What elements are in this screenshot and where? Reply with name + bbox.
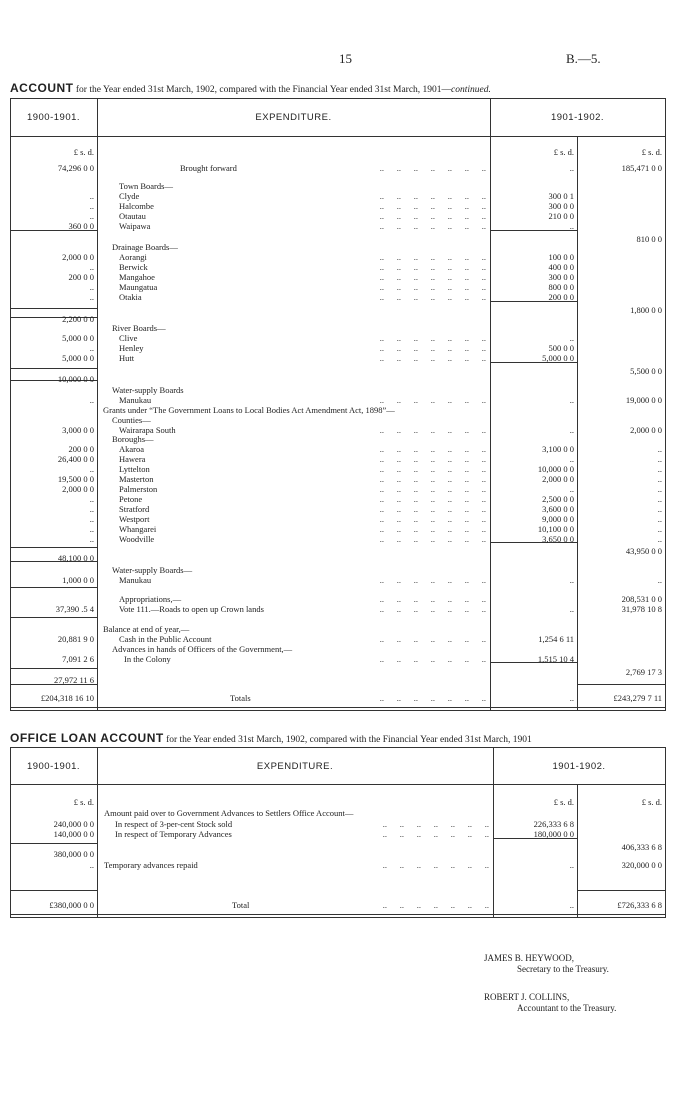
cur-amount: 2,500 0 0 — [542, 494, 574, 504]
ol-cur-total: 320,000 0 0 — [621, 860, 662, 870]
item-label: Lyttelton — [119, 464, 150, 474]
cur-amount: 3,100 0 0 — [542, 444, 574, 454]
prev-amount: 360 0 0 — [68, 221, 94, 231]
leader-dots: .. .. .. .. .. .. .. — [379, 454, 486, 464]
prev-amount: 2,000 0 0 — [62, 252, 94, 262]
cur-amount: 100 0 0 — [548, 252, 574, 262]
prev-amount: .. — [89, 191, 94, 201]
leader-dots: .. .. .. .. .. .. .. — [382, 900, 489, 910]
leader-dots: .. .. .. .. .. .. .. — [379, 444, 486, 454]
leader-dots: .. .. .. .. .. .. .. — [379, 272, 486, 282]
cur-amount: 1,254 6 11 — [538, 634, 574, 644]
leader-dots: .. .. .. .. .. .. .. — [379, 474, 486, 484]
leader-dots: .. .. .. .. .. .. .. — [379, 693, 486, 703]
leader-dots: .. .. .. .. .. .. .. — [379, 534, 486, 544]
cur-total: £243,279 7 11 — [613, 693, 662, 703]
cur-amount: .. — [569, 163, 574, 173]
cur-amount: 300 0 0 — [548, 272, 574, 282]
prev-amount: 27,972 11 6 — [53, 675, 94, 685]
ol-currency-cur-a: £ s. d. — [553, 797, 574, 807]
item-label: Vote 111.—Roads to open up Crown lands — [119, 604, 264, 614]
item-label: Halcombe — [119, 201, 154, 211]
item-label: Aorangi — [119, 252, 147, 262]
ol-currency-cur-b: £ s. d. — [641, 797, 662, 807]
leader-dots: .. .. .. .. .. .. .. — [379, 654, 486, 664]
item-label: Petone — [119, 494, 143, 504]
signature-role-2: Accountant to the Treasury. — [517, 1003, 617, 1013]
cur-amount: .. — [569, 333, 574, 343]
ol-prev-amount: 140,000 0 0 — [53, 829, 94, 839]
item-label: Berwick — [119, 262, 148, 272]
item-label: Town Boards— — [119, 181, 173, 191]
prev-amount: £204,318 16 10 — [40, 693, 94, 703]
cur-total: 2,769 17 3 — [625, 667, 662, 677]
item-label: Clyde — [119, 191, 140, 201]
cur-total: 1,800 0 0 — [630, 305, 662, 315]
cur-total: 810 0 0 — [636, 234, 662, 244]
prev-amount: 200 0 0 — [68, 272, 94, 282]
cur-amount: 3,650 0 0 — [542, 534, 574, 544]
leader-dots: .. .. .. .. .. .. .. — [379, 191, 486, 201]
signature-role-1: Secretary to the Treasury. — [517, 964, 609, 974]
cur-amount: .. — [569, 221, 574, 231]
prev-amount: 2,200 0 0 — [62, 314, 94, 324]
leader-dots: .. .. .. .. .. .. .. — [379, 634, 486, 644]
ol-prev-amount: 240,000 0 0 — [53, 819, 94, 829]
cur-total: 2,000 0 0 — [630, 425, 662, 435]
prev-amount: 3,000 0 0 — [62, 425, 94, 435]
cur-amount: 800 0 0 — [548, 282, 574, 292]
ol-cur-amount: 226,333 6 8 — [533, 819, 574, 829]
cur-total: .. — [657, 444, 662, 454]
item-label: Appropriations,— — [119, 594, 182, 604]
cur-total: .. — [657, 454, 662, 464]
prev-amount: 26,400 0 0 — [57, 454, 94, 464]
leader-dots: .. .. .. .. .. .. .. — [379, 201, 486, 211]
ol-item-label: In respect of 3-per-cent Stock sold — [115, 819, 233, 829]
cur-total: .. — [657, 464, 662, 474]
prev-amount: .. — [89, 534, 94, 544]
section-heading: Boroughs— — [112, 434, 154, 444]
ol-cur-amount: .. — [569, 860, 574, 870]
leader-dots: .. .. .. .. .. .. .. — [379, 333, 486, 343]
leader-dots: .. .. .. .. .. .. .. — [379, 395, 486, 405]
signature-name-1: JAMES B. HEYWOOD, — [484, 953, 574, 963]
cur-amount: 9,000 0 0 — [542, 514, 574, 524]
prev-amount: 7,091 2 6 — [62, 654, 94, 664]
currency-heading-prev: £ s. d. — [73, 147, 94, 157]
header-expenditure: EXPENDITURE. — [255, 112, 332, 123]
currency-heading-cur-b: £ s. d. — [641, 147, 662, 157]
item-label: Hutt — [119, 353, 135, 363]
cur-total: .. — [657, 474, 662, 484]
section-heading: Water-supply Boards— — [112, 565, 193, 575]
office-loan-title — [10, 731, 532, 745]
prev-amount: .. — [89, 282, 94, 292]
cur-amount: 300 0 1 — [548, 191, 574, 201]
prev-amount: 10,000 0 0 — [57, 374, 94, 384]
leader-dots: .. .. .. .. .. .. .. — [382, 829, 489, 839]
prev-amount: 2,000 0 0 — [62, 484, 94, 494]
item-label: Palmerston — [119, 484, 158, 494]
item-label: Masterton — [119, 474, 154, 484]
ol-prev-amount: .. — [89, 860, 94, 870]
leader-dots: .. .. .. .. .. .. .. — [379, 514, 486, 524]
leader-dots: .. .. .. .. .. .. .. — [382, 860, 489, 870]
section-heading: Water-supply Boards — [112, 385, 184, 395]
ol-prev-amount: 380,000 0 0 — [53, 849, 94, 859]
item-label: Stratford — [119, 504, 150, 514]
cur-total: 208,531 0 0 — [621, 594, 662, 604]
section-heading: Drainage Boards— — [112, 242, 178, 252]
leader-dots: .. .. .. .. .. .. .. — [379, 504, 486, 514]
leader-dots: .. .. .. .. .. .. .. — [379, 464, 486, 474]
section-heading: Counties— — [112, 415, 151, 425]
item-label: Wairarapa South — [119, 425, 176, 435]
ol-currency-prev: £ s. d. — [73, 797, 94, 807]
cur-amount: .. — [569, 693, 574, 703]
cur-amount: .. — [569, 425, 574, 435]
cur-amount: 2,000 0 0 — [542, 474, 574, 484]
cur-amount: .. — [569, 454, 574, 464]
ol-header-expenditure: EXPENDITURE. — [256, 761, 334, 772]
item-label: In the Colony — [124, 654, 171, 664]
leader-dots: .. .. .. .. .. .. .. — [379, 292, 486, 302]
leader-dots: .. .. .. .. .. .. .. — [379, 211, 486, 221]
leader-dots: .. .. .. .. .. .. .. — [379, 425, 486, 435]
ol-cur-total: 406,333 6 8 — [621, 842, 662, 852]
item-label: Otautau — [119, 211, 146, 221]
leader-dots: .. .. .. .. .. .. .. — [379, 282, 486, 292]
page-reference: B.—5. — [566, 51, 601, 66]
item-label: Waipawa — [119, 221, 151, 231]
leader-dots: .. .. .. .. .. .. .. — [379, 524, 486, 534]
item-label: Brought forward — [180, 163, 237, 173]
item-label: Maungatua — [119, 282, 158, 292]
cur-amount: 500 0 0 — [548, 343, 574, 353]
prev-amount: .. — [89, 504, 94, 514]
prev-amount: 37,390 .5 4 — [55, 604, 94, 614]
prev-amount: .. — [89, 201, 94, 211]
prev-amount: 5,000 0 0 — [62, 353, 94, 363]
cur-amount: 10,100 0 0 — [537, 524, 574, 534]
cur-amount: 210 0 0 — [548, 211, 574, 221]
cur-amount: 5,000 0 0 — [542, 353, 574, 363]
account-title-bold: ACCOUNT — [10, 81, 74, 95]
item-label: Manukau — [119, 395, 152, 405]
cur-total: 5,500 0 0 — [630, 366, 662, 376]
leader-dots: .. .. .. .. .. .. .. — [379, 262, 486, 272]
ol-item-label: In respect of Temporary Advances — [115, 829, 232, 839]
leader-dots: .. .. .. .. .. .. .. — [379, 252, 486, 262]
section-heading: Grants under “The Government Loans to Local Bodies Act Amendment Act, 1898”— — [103, 405, 395, 415]
cur-total: .. — [657, 575, 662, 585]
ol-item-label: Total — [232, 900, 250, 910]
leader-dots: .. .. .. .. .. .. .. — [379, 575, 486, 585]
prev-amount: .. — [89, 395, 94, 405]
leader-dots: .. .. .. .. .. .. .. — [379, 163, 486, 173]
cur-amount: 1,515 10 4 — [537, 654, 574, 664]
cur-amount: .. — [569, 575, 574, 585]
leader-dots: .. .. .. .. .. .. .. — [379, 594, 486, 604]
cur-total: 19,000 0 0 — [625, 395, 662, 405]
cur-total: .. — [657, 514, 662, 524]
section-heading: Advances in hands of Officers of the Government,— — [112, 644, 293, 654]
cur-amount: .. — [569, 484, 574, 494]
section-heading: River Boards— — [112, 323, 166, 333]
cur-total: .. — [657, 484, 662, 494]
item-label: Totals — [230, 693, 251, 703]
item-label: Hawera — [119, 454, 146, 464]
prev-amount: .. — [89, 514, 94, 524]
item-label: Mangahoe — [119, 272, 155, 282]
prev-amount: .. — [89, 262, 94, 272]
prev-amount: .. — [89, 343, 94, 353]
prev-amount: .. — [89, 464, 94, 474]
prev-amount: 74,296 0 0 — [57, 163, 94, 173]
prev-amount: .. — [89, 211, 94, 221]
ol-cur-amount: .. — [569, 900, 574, 910]
prev-amount: .. — [89, 524, 94, 534]
prev-amount: 19,500 0 0 — [57, 474, 94, 484]
item-label: Woodville — [119, 534, 155, 544]
account-title-continued: continued. — [451, 85, 491, 95]
cur-total: 185,471 0 0 — [621, 163, 662, 173]
prev-amount: .. — [89, 292, 94, 302]
office-loan-title-rest: for the Year ended 31st March, 1902, compared with the Financial Year ended 31st March, 1901 — [163, 735, 532, 745]
prev-amount: 48,100 0 0 — [57, 553, 94, 563]
cur-amount: 3,600 0 0 — [542, 504, 574, 514]
cur-amount: 300 0 0 — [548, 201, 574, 211]
section-heading: Balance at end of year,— — [103, 624, 190, 634]
cur-total: .. — [657, 524, 662, 534]
item-label: Akaroa — [119, 444, 145, 454]
prev-amount: .. — [89, 494, 94, 504]
account-title-rest: for the Year ended 31st March, 1902, compared with the Financial Year ended 31st March, 1901— — [73, 85, 452, 95]
leader-dots: .. .. .. .. .. .. .. — [379, 494, 486, 504]
prev-amount: 20,881 9 0 — [57, 634, 94, 644]
item-label: Cash in the Public Account — [119, 634, 212, 644]
header-1901-1902: 1901-1902. — [550, 112, 605, 123]
cur-amount: .. — [569, 604, 574, 614]
leader-dots: .. .. .. .. .. .. .. — [379, 353, 486, 363]
leader-dots: .. .. .. .. .. .. .. — [382, 819, 489, 829]
page-number: 15 — [339, 51, 352, 66]
leader-dots: .. .. .. .. .. .. .. — [379, 343, 486, 353]
cur-amount: 10,000 0 0 — [537, 464, 574, 474]
item-label: Whangarei — [119, 524, 157, 534]
ol-prev-amount: £380,000 0 0 — [49, 900, 94, 910]
leader-dots: .. .. .. .. .. .. .. — [379, 484, 486, 494]
account-title — [10, 81, 491, 95]
item-label: Westport — [119, 514, 150, 524]
cur-total: 43,950 0 0 — [625, 546, 662, 556]
prev-amount: 1,000 0 0 — [62, 575, 94, 585]
cur-amount: 400 0 0 — [548, 262, 574, 272]
header-1900-1901: 1900-1901. — [26, 112, 81, 123]
cur-total: 31,978 10 8 — [621, 604, 662, 614]
leader-dots: .. .. .. .. .. .. .. — [379, 604, 486, 614]
prev-amount: 200 0 0 — [68, 444, 94, 454]
leader-dots: .. .. .. .. .. .. .. — [379, 221, 486, 231]
cur-total: .. — [657, 534, 662, 544]
item-label: Manukau — [119, 575, 152, 585]
item-label: Otakia — [119, 292, 142, 302]
office-loan-title-bold: OFFICE LOAN ACCOUNT — [10, 731, 164, 745]
ol-item-label: Temporary advances repaid — [104, 860, 198, 870]
cur-amount: 200 0 0 — [548, 292, 574, 302]
ol-header-1901-1902: 1901-1902. — [552, 761, 606, 772]
item-label: Clive — [119, 333, 138, 343]
item-label: Henley — [119, 343, 144, 353]
ol-cur-amount: 180,000 0 0 — [533, 829, 574, 839]
ol-header-1900-1901: 1900-1901. — [26, 761, 81, 772]
cur-total: .. — [657, 504, 662, 514]
ol-cur-total: £726,333 6 8 — [617, 900, 662, 910]
prev-amount: 5,000 0 0 — [62, 333, 94, 343]
currency-heading-cur-a: £ s. d. — [553, 147, 574, 157]
cur-total: .. — [657, 494, 662, 504]
signature-name-2: ROBERT J. COLLINS, — [484, 992, 570, 1002]
ol-intro-line: Amount paid over to Government Advances to Settlers Office Account— — [104, 808, 354, 818]
cur-amount: .. — [569, 395, 574, 405]
